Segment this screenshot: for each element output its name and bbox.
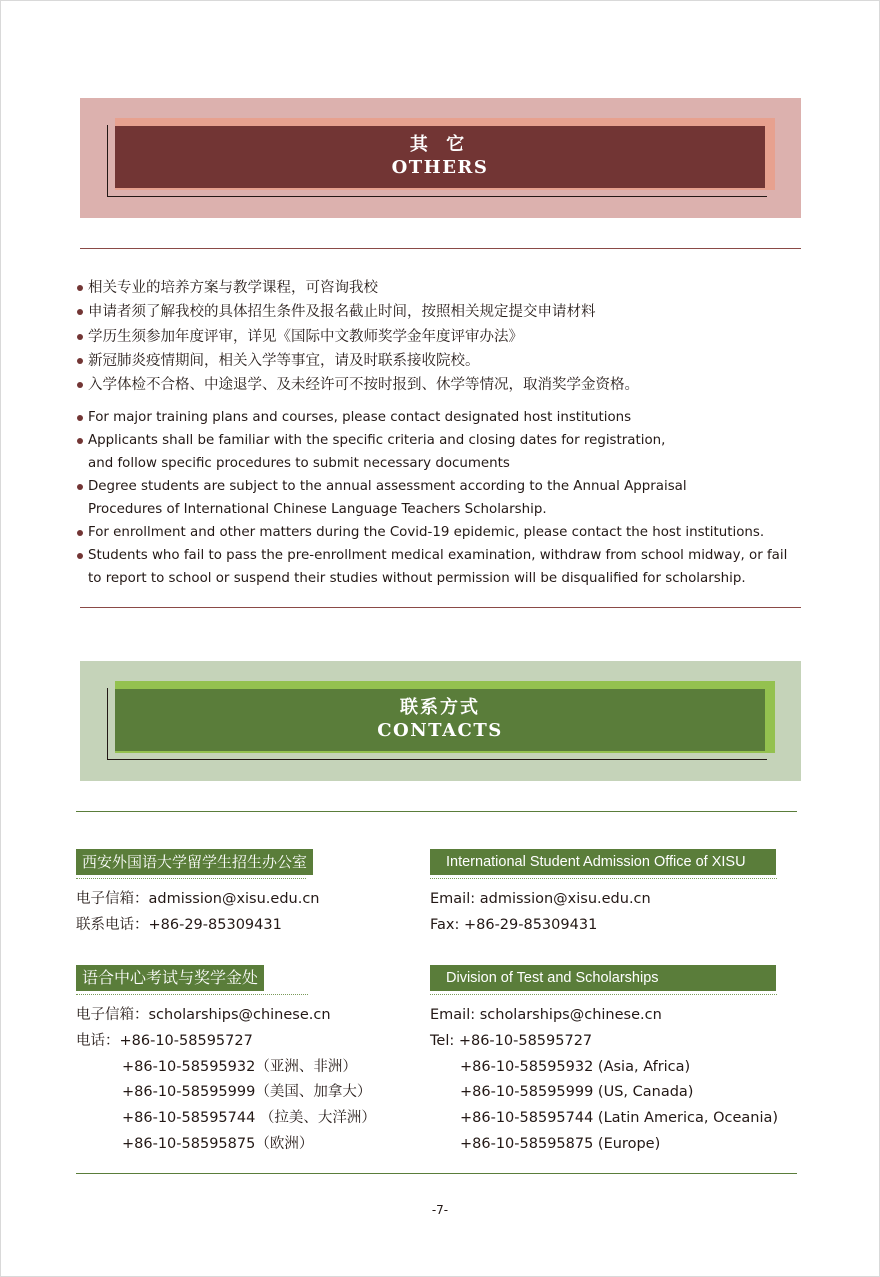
xisu-email-cn[interactable]: 电子信箱：admission@xisu.edu.cn [76,891,320,907]
bullet-item-cn: 申请者须了解我校的具体招生条件及报名截止时间，按照相关规定提交申请材料 [76,300,836,324]
banner-title-box [115,126,765,188]
bullet-item-cn: 入学体检不合格、中途退学、及未经许可不按时报到、休学等情况，取消奖学金资格。 [76,373,836,397]
bullet-line: Procedures of International Chinese Language Teachers Scholarship. [88,502,547,517]
test-phone-extra: +86-10-58595932 (Asia, Africa) [460,1058,691,1075]
test-heading-en: Division of Test and Scholarships [430,965,776,991]
test-phone-extra: +86-10-58595744 （拉美、大洋洲） [122,1110,376,1127]
test-phone-extra: +86-10-58595999（美国、加拿大） [122,1084,372,1101]
dotted-underline [430,875,777,879]
others-banner [80,98,801,218]
bullet-item-en [76,544,856,590]
test-heading-cn: 语合中心考试与奖学金处 [76,965,264,991]
contacts-banner [80,661,801,781]
others-list-en [76,406,856,590]
xisu-contact-en [430,849,777,939]
contacts-title-cn: 联系方式 [400,697,480,718]
xisu-heading-cn: 西安外国语大学留学生招生办公室 [76,849,313,875]
contacts-divider-bottom [76,1173,797,1174]
bullet-item-en [76,429,856,475]
test-phone-cn: 电话：+86-10-58595727 [76,1032,253,1049]
banner-title-box [115,689,765,751]
test-phone-en: Tel: +86-10-58595727 [430,1032,593,1049]
bullet-line: and follow specific procedures to submit necessary documents [88,456,510,471]
test-email-cn[interactable]: 电子信箱：scholarships@chinese.cn [76,1007,331,1023]
xisu-heading-en: International Student Admission Office of XISU [430,849,776,875]
bullet-item-en [76,521,856,544]
others-title-en: OTHERS [391,157,489,178]
xisu-email-en[interactable]: Email: admission@xisu.edu.cn [430,891,651,907]
bullet-item-cn: 学历生须参加年度评审，详见《国际中文教师奖学金年度评审办法》 [76,325,836,349]
test-contact-cn [76,965,376,1158]
page-number: -7- [431,1203,449,1217]
bullet-item-en [76,406,856,429]
bullet-line: Applicants shall be familiar with the specific criteria and closing dates for registration, [88,433,666,448]
bullet-line: For enrollment and other matters during the Covid-19 epidemic, please contact the host institutions. [88,525,765,540]
test-contact-en [430,965,778,1158]
test-email-en[interactable]: Email: scholarships@chinese.cn [430,1007,662,1023]
divider-top [80,248,801,249]
bullet-line: Students who fail to pass the pre-enrollment medical examination, withdraw from school midway, or fail [88,548,788,563]
dotted-underline [430,991,777,995]
test-phone-extra: +86-10-58595875 (Europe) [460,1135,661,1152]
bullet-line: to report to school or suspend their studies without permission will be disqualified for scholarship. [88,571,746,586]
bullet-item-cn: 相关专业的培养方案与教学课程，可咨询我校 [76,276,836,300]
xisu-contact-cn [76,849,320,939]
test-phone-extra: +86-10-58595999 (US, Canada) [460,1084,694,1101]
xisu-fax-en: Fax: +86-29-85309431 [430,916,598,933]
others-title-cn: 其 它 [409,134,471,155]
others-list-cn [76,276,836,397]
test-phone-extra: +86-10-58595744 (Latin America, Oceania) [460,1110,779,1127]
dotted-underline [76,875,306,879]
xisu-phone-cn: 联系电话：+86-29-85309431 [76,916,282,933]
bullet-item-cn: 新冠肺炎疫情期间，相关入学等事宜，请及时联系接收院校。 [76,349,836,373]
contacts-divider-top [76,811,797,812]
bullet-line: For major training plans and courses, please contact designated host institutions [88,410,632,425]
dotted-underline [76,991,308,995]
contacts-title-en: CONTACTS [377,720,503,741]
bullet-item-en [76,475,856,521]
divider-bottom [80,607,801,608]
test-phone-extra: +86-10-58595932（亚洲、非洲） [122,1058,357,1075]
bullet-line: Degree students are subject to the annual assessment according to the Annual Appraisal [88,479,687,494]
test-phone-extra: +86-10-58595875（欧洲） [122,1135,314,1152]
